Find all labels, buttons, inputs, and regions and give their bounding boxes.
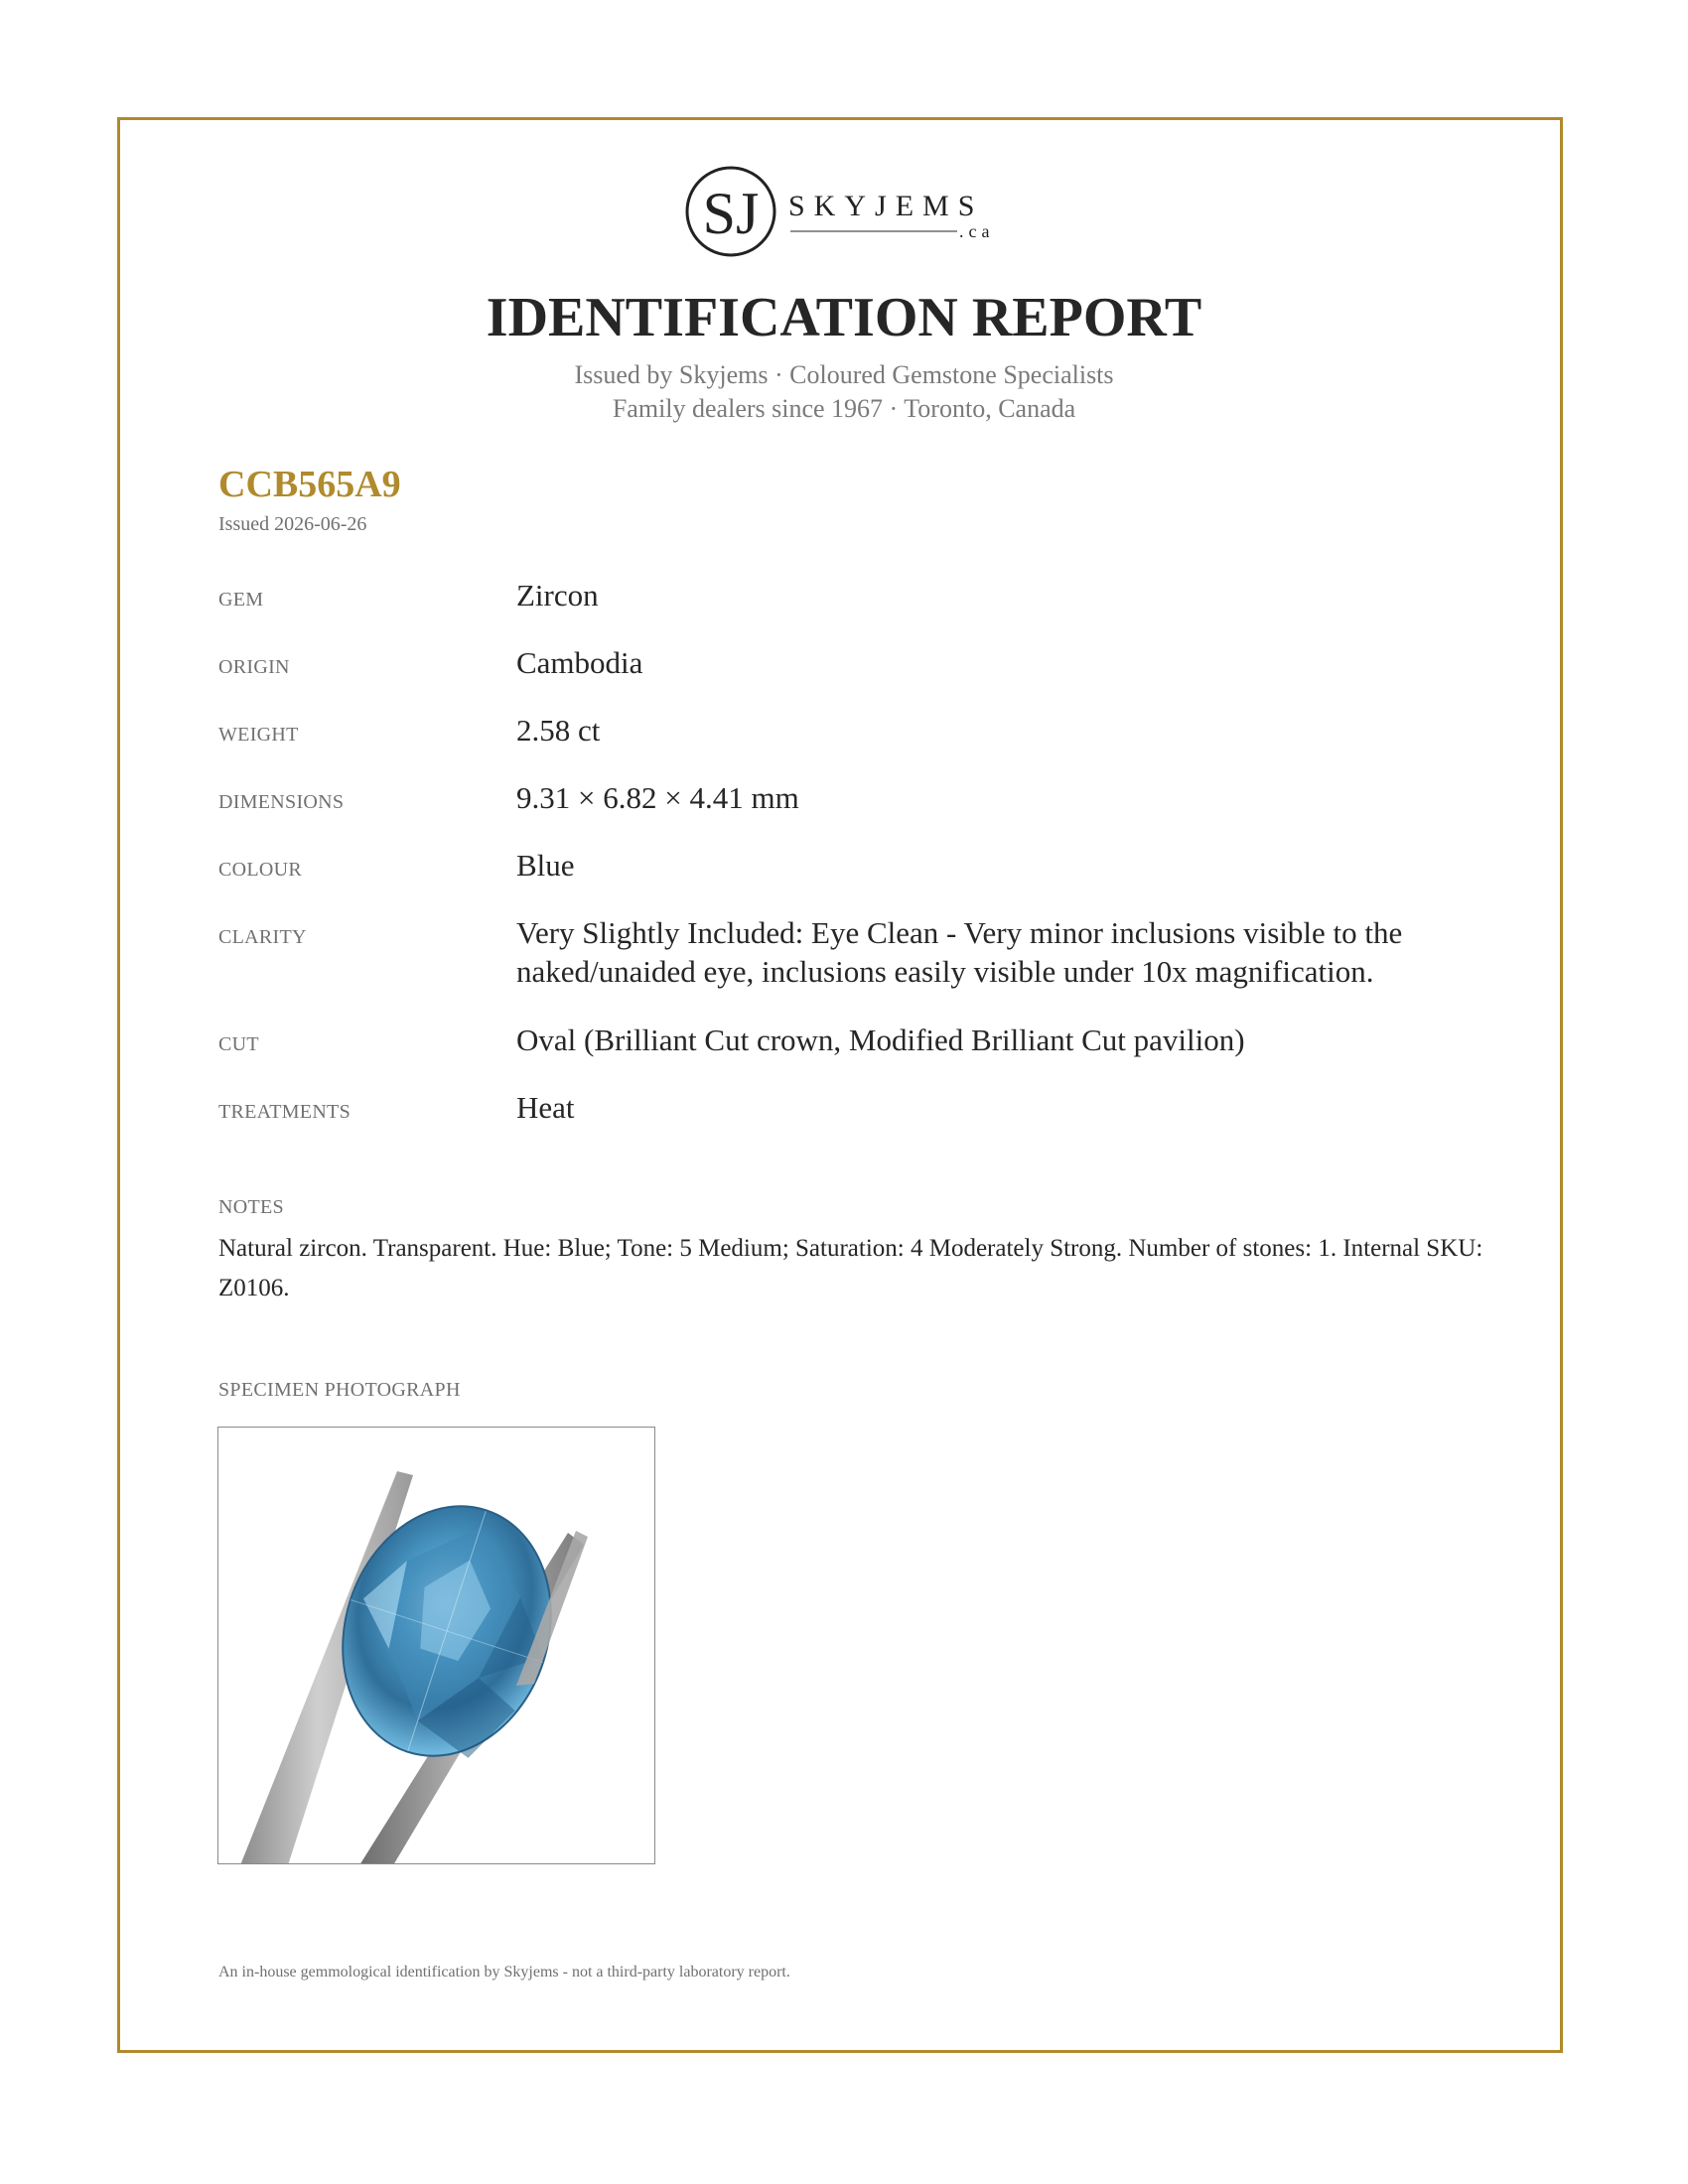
footer-disclaimer: An in-house gemmological identification by Skyjems - not a third-party laboratory report. [218,1964,790,1980]
specimen-photo-label: SPECIMEN PHOTOGRAPH [218,1379,461,1401]
notes-text: Natural zircon. Transparent. Hue: Blue; Tone: 5 Medium; Saturation: 4 Moderately Strong. Number of stones: 1. Internal SKU: Z0106. [218,1235,1483,1301]
skyjems-logo [683,162,1011,261]
specimen-photograph [217,1427,655,1864]
field-label-cut: CUT [218,1033,259,1055]
field-label-weight: WEIGHT [218,724,299,746]
field-label-colour: COLOUR [218,859,303,881]
field-label-origin: ORIGIN [218,656,290,678]
report-id: CCB565A9 [218,464,401,505]
field-value-origin: Cambodia [516,645,643,680]
field-label-treatments: TREATMENTS [218,1101,351,1123]
field-value-gem: Zircon [516,578,599,613]
field-label-dimensions: DIMENSIONS [218,791,345,813]
issued-date: Issued 2026-06-26 [218,513,367,535]
field-value-clarity: Very Slightly Included: Eye Clean - Very minor inclusions visible to the naked/unaided eye, inclusions easily visible under 10x magnification. [516,915,1403,989]
field-value-treatments: Heat [516,1090,575,1125]
logo-domain: .ca [959,221,995,241]
issuer-subtitle: Issued by Skyjems · Coloured Gemstone Specialists [574,360,1114,389]
dealer-subtitle: Family dealers since 1967 · Toronto, Canada [612,394,1076,423]
field-value-colour: Blue [516,848,575,883]
gemstone-in-tweezers-image [218,1428,655,1864]
field-label-clarity: CLARITY [218,926,307,948]
notes-label: NOTES [218,1196,284,1218]
logo-monogram: SJ [702,181,760,246]
report-title: IDENTIFICATION REPORT [486,287,1202,348]
field-label-gem: GEM [218,589,264,611]
field-value-weight: 2.58 ct [516,713,601,748]
logo-wordmark: SKYJEMS [788,190,984,222]
field-value-dimensions: 9.31 × 6.82 × 4.41 mm [516,780,799,815]
field-value-cut: Oval (Brilliant Cut crown, Modified Brilliant Cut pavilion) [516,1023,1245,1057]
